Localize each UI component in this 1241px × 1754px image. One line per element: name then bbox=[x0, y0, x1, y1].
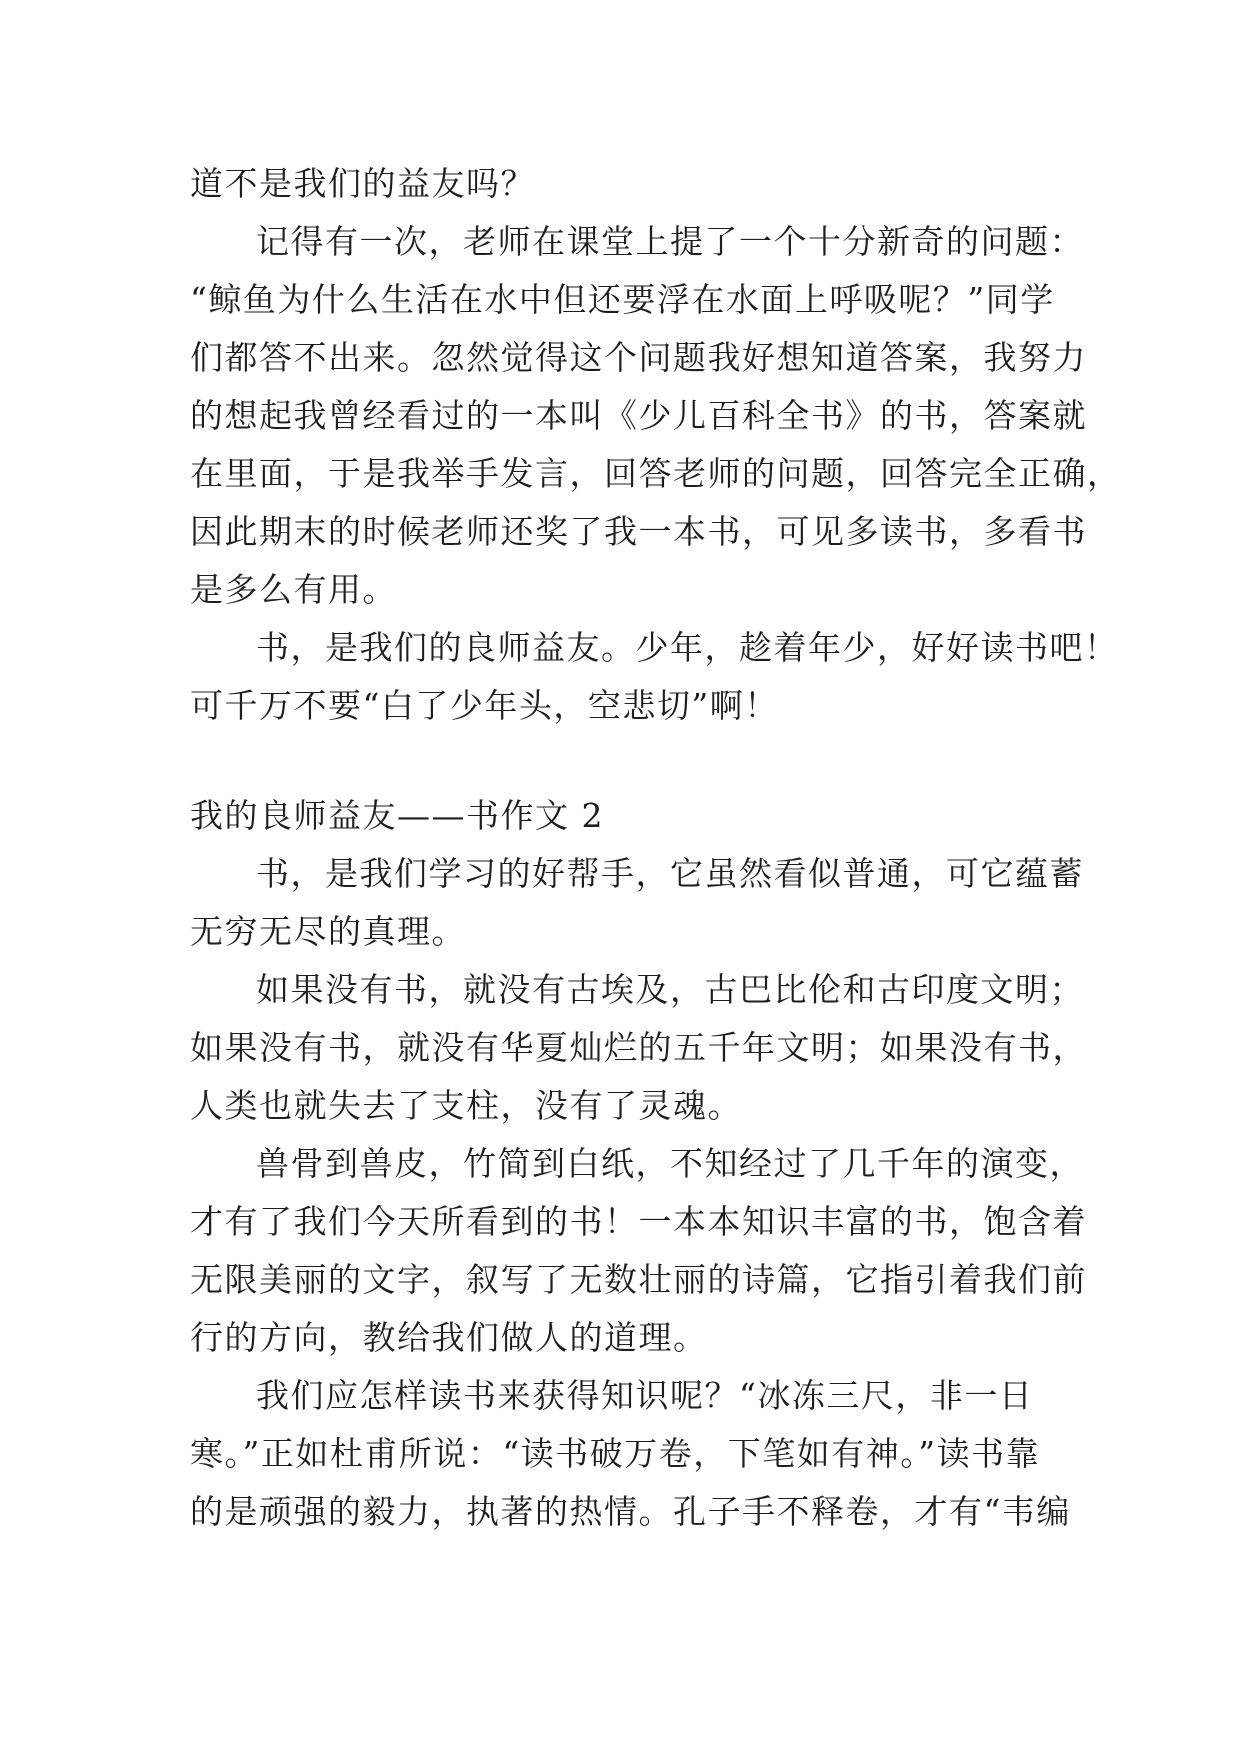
paragraph-line: 我们应怎样读书来获得知识呢？“冰冻三尺，非一日 bbox=[256, 1376, 1034, 1415]
paragraph-line: 因此期末的时候老师还奖了我一本书，可见多读书，多看书 bbox=[190, 512, 1087, 551]
essay-section-1 bbox=[190, 155, 1122, 735]
paragraph-line: 如果没有书，就没有华夏灿烂的五千年文明；如果没有书， bbox=[190, 1028, 1087, 1067]
paragraph-line: 无限美丽的文字，叙写了无数壮丽的诗篇，它指引着我们前 bbox=[190, 1260, 1087, 1299]
paragraph-line: 的想起我曾经看过的一本叫《少儿百科全书》的书，答案就 bbox=[190, 396, 1087, 435]
paragraph-line: 记得有一次，老师在课堂上提了一个十分新奇的问题： bbox=[256, 222, 1084, 261]
paragraph-line: 人类也就失去了支柱，没有了灵魂。 bbox=[190, 1086, 742, 1125]
essay-section-2 bbox=[190, 787, 1087, 1541]
paragraph-line: 兽骨到兽皮，竹简到白纸，不知经过了几千年的演变， bbox=[256, 1144, 1084, 1183]
paragraph-line: 在里面，于是我举手发言，回答老师的问题，回答完全正确， bbox=[190, 454, 1122, 493]
paragraph-line: 是多么有用。 bbox=[190, 570, 397, 609]
paragraph-line: 们都答不出来。忽然觉得这个问题我好想知道答案，我努力 bbox=[190, 338, 1087, 377]
paragraph-line: 才有了我们今天所看到的书！一本本知识丰富的书，饱含着 bbox=[190, 1202, 1087, 1241]
paragraph-line: 道不是我们的益友吗？ bbox=[190, 164, 535, 203]
paragraph-line: 的是顽强的毅力，执著的热情。孔子手不释卷，才有“韦编 bbox=[190, 1492, 1071, 1531]
paragraph-line: 无穷无尽的真理。 bbox=[190, 912, 466, 951]
paragraph-line: 书，是我们的良师益友。少年，趁着年少，好好读书吧！ bbox=[256, 628, 1119, 667]
paragraph-line: 如果没有书，就没有古埃及，古巴比伦和古印度文明； bbox=[256, 970, 1084, 1009]
paragraph-line: 行的方向，教给我们做人的道理。 bbox=[190, 1318, 708, 1357]
paragraph-line: 寒。”正如杜甫所说：“读书破万卷，下笔如有神。”读书靠 bbox=[190, 1434, 1041, 1473]
paragraph-line: “鲸鱼为什么生活在水中但还要浮在水面上呼吸呢？”同学 bbox=[190, 280, 1055, 319]
paragraph-line: 可千万不要“白了少年头，空悲切”啊！ bbox=[190, 686, 779, 725]
paragraph-line: 书，是我们学习的好帮手，它虽然看似普通，可它蕴蓄 bbox=[256, 854, 1084, 893]
essay-title: 我的良师益友——书作文 2 bbox=[190, 796, 604, 835]
